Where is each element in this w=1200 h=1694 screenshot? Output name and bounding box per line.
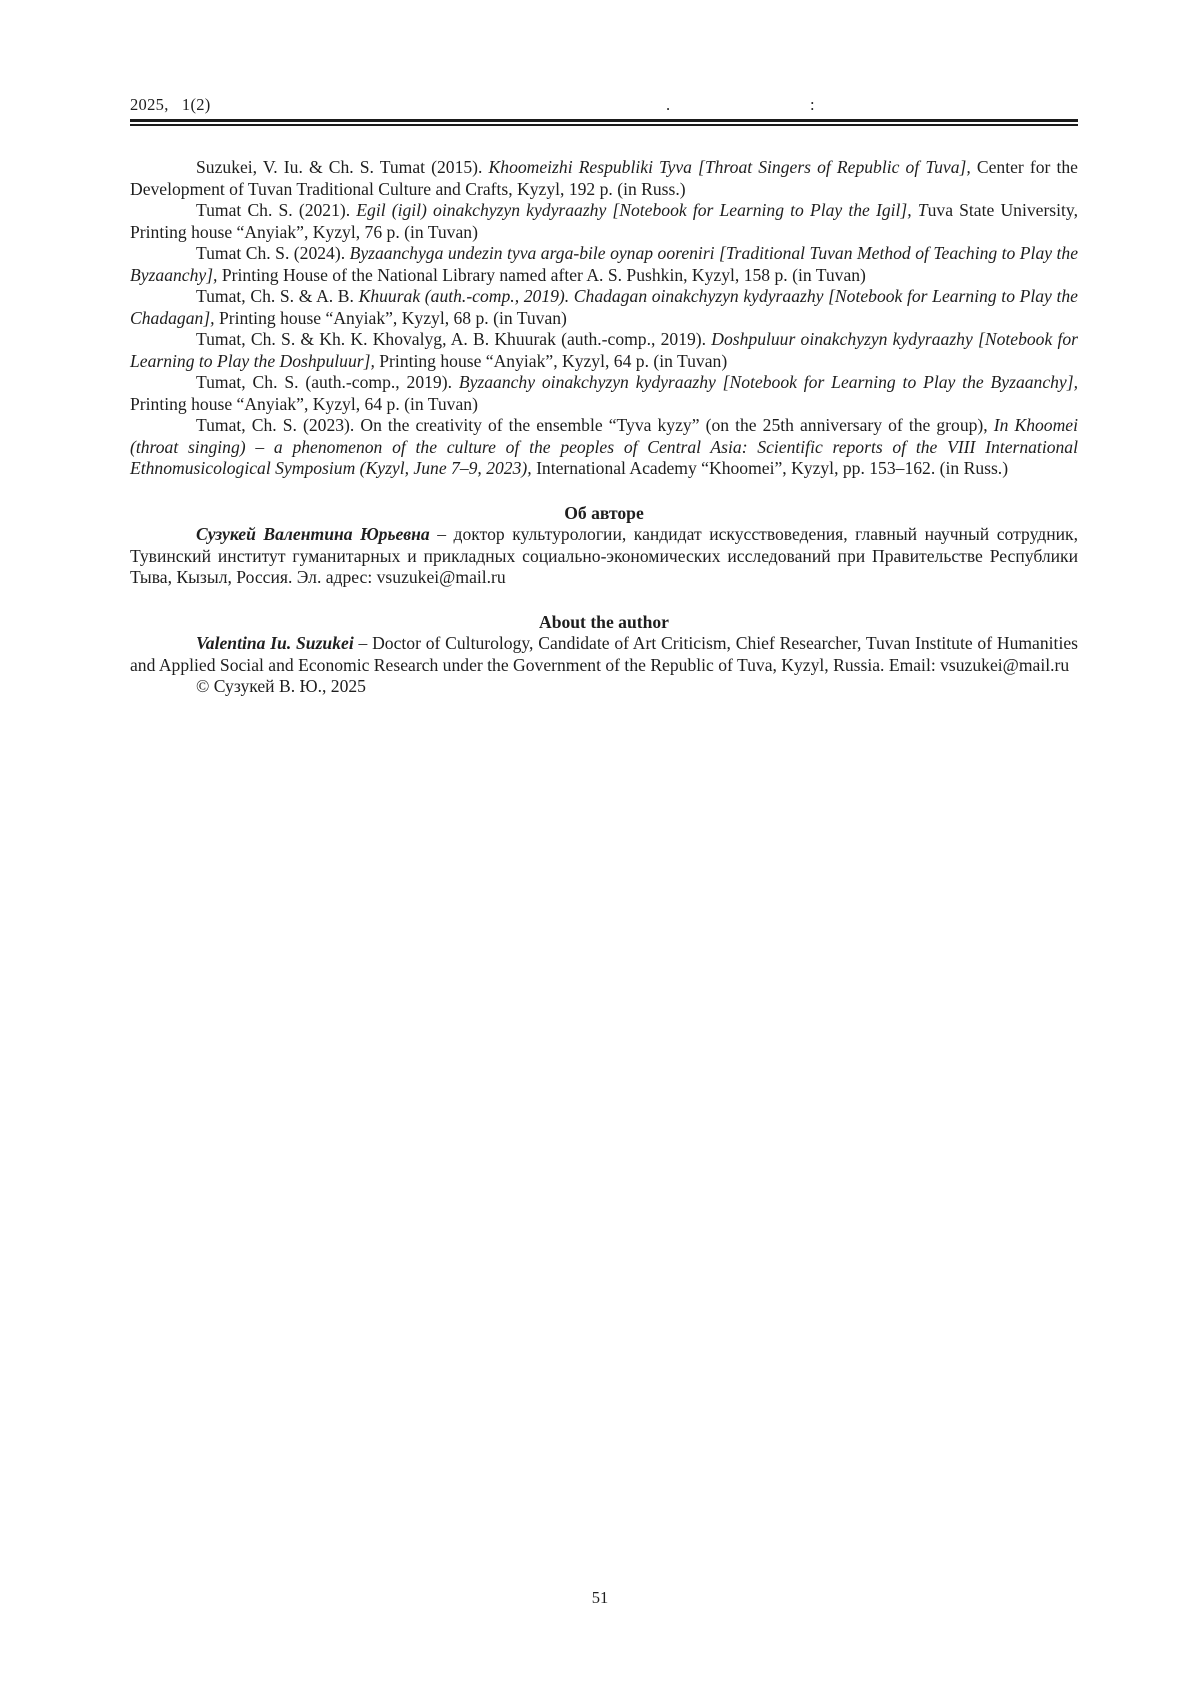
header-colon: :	[810, 95, 815, 114]
page-header	[130, 94, 1078, 116]
reference-item: Tumat Ch. S. (2021). Egil (igil) oinakchyzyn kydyraazhy [Notebook for Learning to Play the Igil], Tuva State University, Printing house “Anyiak”, Kyzyl, 76 p. (in Tuvan)	[130, 200, 1078, 242]
header-rule	[130, 119, 1078, 126]
section-heading-about-ru: Об авторе	[564, 502, 644, 523]
copyright-line: © Сузукей В. Ю., 2025	[196, 676, 366, 696]
reference-item: Suzukei, V. Iu. & Ch. S. Tumat (2015). Khoomeizhi Respubliki Tyva [Throat Singers of Republic of Tuva], Center for the Development of Tuvan Traditional Culture and Crafts, Kyzyl, 192 p. (in Russ.)	[130, 157, 1078, 199]
author-paragraph-en: Valentina Iu. Suzukei – Doctor of Culturology, Candidate of Art Criticism, Chief Researcher, Tuvan Institute of Humanities and Applied Social and Economic Research under the Government of the Republic of Tuva, Kyzyl, Russia. Email: vsuzukei@mail.ru	[130, 633, 1078, 675]
page-number: 51	[591, 1588, 609, 1607]
journal-issue: 2025, 1(2)	[130, 95, 211, 114]
reference-item: Tumat Ch. S. (2024). Byzaanchyga undezin tyva arga-bile oynap ooreniri [Traditional Tuvan Method of Teaching to Play the Byzaanchy], Printing House of the National Library named after A. S. Pushkin, Kyzyl, 158 p. (in Tuvan)	[130, 243, 1079, 285]
reference-item: Tumat, Ch. S. (2023). On the creativity of the ensemble “Tyva kyzy” (on the 25th anniversary of the group), In Khoomei (throat singing) – a phenomenon of the culture of the peoples of Central Asia: Scientific reports of the VIII International Ethnomusicological Symposium (Kyzyl, June 7–9, 2023), International Academy “Khoomei”, Kyzyl, pp. 153–162. (in Russ.)	[130, 415, 1078, 478]
page-content	[130, 94, 1078, 698]
author-paragraph-ru: Сузукей Валентина Юрьевна – доктор культурологии, кандидат искусствоведения, главный научный сотрудник, Тувинский институт гуманитарных и прикладных социально-экономических исследований при Правительстве Республики Тыва, Кызыл, Россия. Эл. адрес: vsuzukei@mail.ru	[130, 524, 1078, 587]
section-heading-about-en: About the author	[538, 611, 669, 632]
header-dot: .	[666, 95, 671, 114]
reference-item: Tumat, Ch. S. (auth.-comp., 2019). Byzaanchy oinakchyzyn kydyraazhy [Notebook for Learning to Play the Byzaanchy], Printing house “Anyiak”, Kyzyl, 64 p. (in Tuvan)	[130, 372, 1078, 414]
references-list	[130, 157, 1078, 480]
reference-item: Tumat, Ch. S. & Kh. K. Khovalyg, A. B. Khuurak (auth.-comp., 2019). Doshpuluur oinakchyzyn kydyraazhy [Notebook for Learning to Play the Doshpuluur], Printing house “Anyiak”, Kyzyl, 64 p. (in Tuvan)	[130, 329, 1078, 371]
reference-item: Tumat, Ch. S. & A. B. Khuurak (auth.-comp., 2019). Chadagan oinakchyzyn kydyraazhy [Notebook for Learning to Play the Chadagan], Printing house “Anyiak”, Kyzyl, 68 p. (in Tuvan)	[130, 286, 1078, 328]
